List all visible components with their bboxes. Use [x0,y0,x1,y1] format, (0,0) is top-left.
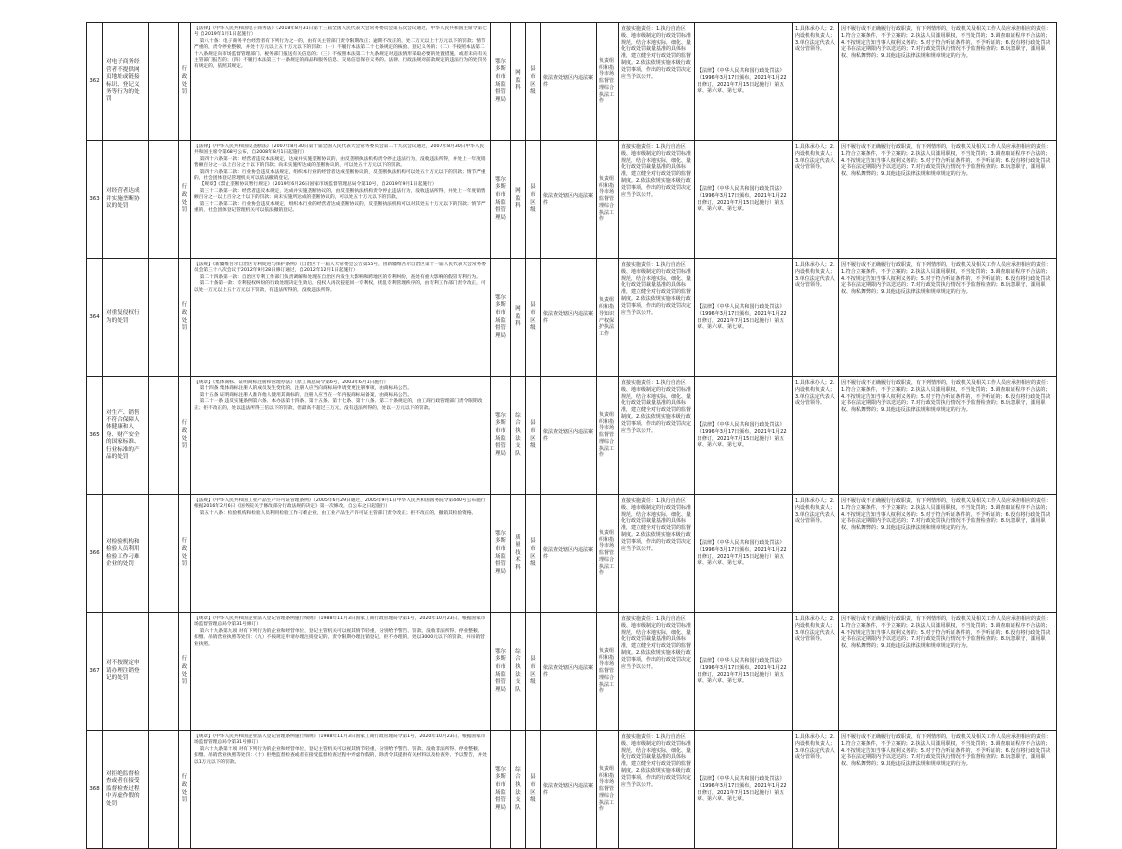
item-accountability: 因不履行或不正确履行行政职责，有下列情形的，行政机关及相关工作人员应承担相应的责任：1.符合立案条件，不予立案的；2.执法人员滥用职权，不当处罚的；3.调查取证程序不合法的；4.不按规定告知当事人权利义务的；5.对于符合听证条件的，不予听证的；6.没有将行政处罚决定书在法定期限内予以送达的；7.对行政处罚执行情况不予监督检查的；8.玩忽职守，滥用职权、徇私舞弊的；9.其他违反法律法规和规章规定的行为。 [839,377,1057,495]
item-scope: 依法查处辖区内违法案件 [541,23,597,141]
item-scope: 依法查处辖区内违法案件 [541,377,597,495]
legal-basis-paragraph: 【规章】《中华人民共和国企业法人登记管理条例施行细则》（1988年11月3日国家工商行政管理局令第1号，2020年10月23日，根据国家市场监督管理总局令第31号修订） [194,734,486,746]
legal-basis-paragraph: 【规章】《集体商标、证明商标注册和管理办法》（原工商总局令第6号，2003年6月1日施行） [194,380,389,385]
legal-basis-paragraph: 第四十六条第二款：行业协会违反本法规定，组织本行业的经营者达成垄断协议的，反垄断执法机构可以处五十万元以下的罚款；情节严重的，社会团体登记管理机关可以依法撤销登记。 [194,169,486,182]
legal-basis-paragraph: 【规章】《中华人民共和国企业法人登记管理条例施行细则》（1988年11月3日国家工商行政管理局令第1号，2020年10月23日，根据国家市场监督管理总局令第31号修订） [194,616,486,628]
item-office: 网监科 [511,23,526,141]
item-accountability: 因不履行或不正确履行行政职责，有下列情形的，行政机关及相关工作人员应承担相应的责任：1.符合立案条件，不予立案的；2.执法人员滥用职权，不当处罚的；3.调查取证程序不合法的；4.不按规定告知当事人权利义务的；5.对于符合听证条件的，不予听证的；6.没有将行政处罚决定书在法定期限内予以送达的；7.对行政处罚执行情况不予监督检查的；8.玩忽职守，滥用职权、徇私舞弊的；9.其他违反法律法规和规章规定的行为。 [839,141,1057,259]
item-responsibility: 直接实施责任：1.执行自治区级、地市级制定的行政处罚标准规范，结合本地实际，细化、量化行政处罚裁量基准的具体标准，建立健全对行政处罚的监督制度。2.依法依规实施本级行政处罚事项，作出的行政处罚决定应当予以公开。 [619,23,695,141]
item-legal-basis [191,495,491,613]
item-type: 行政处罚 [179,377,191,495]
item-level: 县市区级 [526,141,541,259]
table-row [87,377,1057,495]
item-number: 367 [87,613,103,731]
legal-basis-paragraph: 第二十一条 违反实施条例第六条、本办法第十四条、第十五条、第十七条、第十八条、第二十条规定的，由工商行政管理部门责令限期改正；拒不改正的，处以违法所得三倍以下的罚款，但最高不超过三万元，没有违法所得的，处以一万元以下的罚款。 [194,399,483,411]
legal-basis-paragraph: 【规章】《禁止垄断协议暂行规定》（2019年6月26日国家市场监督管理总局令第10号，自2019年9月1日起施行） [199,182,437,188]
item-number: 366 [87,495,103,613]
item-responsible-subject: 1.具体承办人；2.内设机构负责人；3.单位法定代表人或分管领导。 [793,377,839,495]
item-name: 对经营者达成并实施垄断协议的处罚 [103,141,149,259]
item-number: 365 [87,377,103,495]
item-blank [149,731,179,849]
item-number: 362 [87,23,103,141]
item-department: 鄂尔多斯市市场监督管理局 [491,495,511,613]
item-legal-basis [191,613,491,731]
item-responsible-subject: 1.具体承办人；2.内设机构负责人；3.单位法定代表人或分管领导。 [793,259,839,377]
item-level: 县市区级 [526,731,541,849]
item-responsibility: 直接实施责任：1.执行自治区级、地市级制定的行政处罚标准规范，结合本地实际，细化、量化行政处罚裁量基准的具体标准，建立健全对行政处罚的监督制度。2.依法依规实施本级行政处罚事项，作出的行政处罚决定应当予以公开。 [619,259,695,377]
item-responsible-subject: 1.具体承办人；2.内设机构负责人；3.单位法定代表人或分管领导。 [793,613,839,731]
item-scope: 依法查处辖区内违法案件 [541,495,597,613]
item-law-reference: 【法律】《中华人民共和国行政处罚法》（1996年3月17日颁布，2021年1月22日修订，2021年7月15日起施行）第五章、第六章、第七章。 [695,495,793,613]
item-blank [149,23,179,141]
legal-basis-paragraph: 第四十六条第一款：经营者违反本法规定，达成并实施垄断协议的，由反垄断执法机构责令停止违法行为，没收违法所得，并处上一年度销售额百分之一以上百分之十以下的罚款；尚未实施所达成的垄断协议的，可以处五十万元以下的罚款。 [194,156,486,169]
item-responsible-subject: 1.具体承办人；2.内设机构负责人；3.单位法定代表人或分管领导。 [793,141,839,259]
item-office: 综合执法支队 [511,731,526,849]
table-row [87,613,1057,731]
legal-basis-paragraph: 第六十九条第十项 对有下列行为的企业和经营单位，登记主管机关可以视其情节轻重，分别给予警告、罚款、没收非法所得、停业整顿、扣缴、吊销营业执照等处罚：（十）拒绝监督检查或者在接受监督检查过程中弄虚作假的，除责令其提供有关材料以及检查外，予以警告，并处以1万元以下的罚款。 [194,746,487,765]
item-level: 县市区级 [526,259,541,377]
table-row [87,141,1057,259]
legal-basis-paragraph: 第三十二条第一款：经营者违反本规定，达成并实施垄断协议的，由反垄断执法机构责令停止违法行为，没收违法所得，并处上一年度销售额百分之一以上百分之十以下的罚款；尚未实施所达成的垄断协议的，可以处五十万元以下的罚款。 [194,188,486,201]
item-department: 鄂尔多斯市市场监督管理局 [491,23,511,141]
legal-basis-paragraph: 第六十九条第九项 对有下列行为的企业和经营单位，登记主管机关可以视其情节轻重，分别给予警告、罚款、没收非法所得、停业整顿、扣缴、吊销营业执照等处罚：（九）不按规定申请办理注销登记的，责令限期办理注销登记，拒不办理的，处以3000元以下的罚款，并吊销营业执照。 [194,628,485,647]
item-law-reference: 【法律】《中华人民共和国行政处罚法》（1996年3月17日颁布，2021年1月22日修订，2021年7月15日起施行）第五章、第六章、第七章。 [695,613,793,731]
item-office: 质量技术科 [511,495,526,613]
item-blank [149,259,179,377]
item-number: 368 [87,731,103,849]
item-accountability: 因不履行或不正确履行行政职责，有下列情形的，行政机关及相关工作人员应承担相应的责任：1.符合立案条件，不予立案的；2.执法人员滥用职权，不当处罚的；3.调查取证程序不合法的；4.不按规定告知当事人权利义务的；5.对于符合听证条件的，不予听证的；6.没有将行政处罚决定书在法定期限内予以送达的；7.对行政处罚执行情况不予监督检查的；8.玩忽职守，滥用职权、徇私舞弊的；9.其他违反法律法规和规章规定的行为。 [839,23,1057,141]
item-scope: 依法查处辖区内违法案件 [541,613,597,731]
power-list-table [86,22,1057,849]
item-type: 行政处罚 [179,259,191,377]
item-name: 对电子商务经营者不提供网页地址或链接标识、登记义务等行为的处罚 [103,23,149,141]
item-responsible-subject: 1.具体承办人；2.内设机构负责人；3.单位法定代表人或分管领导。 [793,23,839,141]
item-accountability: 因不履行或不正确履行行政职责，有下列情形的，行政机关及相关工作人员应承担相应的责任：1.符合立案条件，不予立案的；2.执法人员滥用职权，不当处罚的；3.调查取证程序不合法的；4.不按规定告知当事人权利义务的；5.对于符合听证条件的，不予听证的；6.没有将行政处罚决定书在法定期限内予以送达的；7.对行政处罚执行情况不予监督检查的；8.玩忽职守，滥用职权、徇私舞弊的；9.其他违反法律法规和规章规定的行为。 [839,495,1057,613]
item-level: 县市区级 [526,23,541,141]
item-blank [149,141,179,259]
item-blank [149,377,179,495]
item-legal-basis [191,731,491,849]
legal-basis-paragraph: 第二十四条第一款：自治区专利工作部门负责调解和处理在自治区内发生大影响和跨地区的专利纠纷，查处有重大影响的假冒专利行为。 [199,274,481,280]
item-name: 对生产、销售不符合保障人体健康和人身、财产安全的国家标准、行业标准的产品的处罚 [103,377,149,495]
item-name: 对检验机构和检验人员利用检验工作刁难企业的处罚 [103,495,149,613]
legal-basis-paragraph: 第三十二条第二款：行业协会违反本规定，组织本行业的经营者达成垄断协议的，反垄断执法机构可以对其处五十万元以下的罚款；情节严重的，社会团体登记管理机关可以依法撤销登记。 [194,201,486,214]
item-level: 县市区级 [526,495,541,613]
item-law-reference: 【法律】《中华人民共和国行政处罚法》（1996年3月17日颁布，2021年1月22日修订，2021年7月15日起施行）第五章、第六章、第七章。 [695,259,793,377]
table-row [87,731,1057,849]
legal-basis-paragraph: 第五十八条：检验机构和检验人员利用检验工作刁难企业，由工业产品生产许可证主管部门责令改正；拒不改正的，撤销其检验资格。 [199,510,477,516]
item-legal-basis [191,377,491,495]
legal-basis-paragraph: 【法律】《中华人民共和国电子商务法》（2018年8月31日第十三届全国人民代表大会常务委员会第五次会议通过，中华人民共和国主席令第七号 自2019年1月1日起施行） [194,26,487,38]
item-law-reference: 【法律】《中华人民共和国行政处罚法》（1996年3月17日颁布，2021年1月22日修订，2021年7月15日起施行）第五章、第六章、第七章。 [695,141,793,259]
item-accountability: 因不履行或不正确履行行政职责，有下列情形的，行政机关及相关工作人员应承担相应的责任：1.符合立案条件，不予立案的；2.执法人员滥用职权，不当处罚的；3.调查取证程序不合法的；4.不按规定告知当事人权利义务的；5.对于符合听证条件的，不予听证的；6.没有将行政处罚决定书在法定期限内予以送达的；7.对行政处罚执行情况不予监督检查的；8.玩忽职守，滥用职权、徇私舞弊的；9.其他违反法律法规和规章规定的行为。 [839,731,1057,849]
item-duty: 负责组织和指导市场监督管理综合执法工作 [597,731,619,849]
item-type: 行政处罚 [179,141,191,259]
item-duty: 负责组织和指导市场监督管理综合执法工作 [597,613,619,731]
item-blank [149,613,179,731]
item-legal-basis [191,259,491,377]
item-level: 县市区级 [526,613,541,731]
item-duty: 负责组织和指导市场监督管理综合执法工作 [597,23,619,141]
item-name: 对拒绝监督检查或者在接受监督检查过程中弄虚作假的处罚 [103,731,149,849]
item-office: 综合执法支队 [511,613,526,731]
item-office: 综合执法支队 [511,377,526,495]
legal-basis-paragraph: 第二十条第一款：专利侵权纠纷的行政处理决定生效后，侵权人再次侵犯同一专利权，扰乱专利管理秩序的，由专利工作部门责令改正，可以处一万元以上五十万元以下罚款，有违法所得的，没收违法所得。 [194,281,486,293]
legal-basis-paragraph: 【法律】《中华人民共和国反垄断法》（2007年8月30日第十届全国人民代表大会常务委员会第二十九次会议通过，2007年8月30日中华人民共和国主席令第68号公布，自2008年8月1日起施行） [194,144,485,156]
table-row [87,259,1057,377]
item-law-reference: 【法律】《中华人民共和国行政处罚法》（1996年3月17日颁布，2021年1月22日修订，2021年7月15日起施行）第五章、第六章、第七章。 [695,23,793,141]
item-name: 对不按规定申请办理注销登记的处罚 [103,613,149,731]
item-department: 鄂尔多斯市市场监督管理局 [491,731,511,849]
item-responsibility: 直接实施责任：1.执行自治区级、地市级制定的行政处罚标准规范，结合本地实际，细化、量化行政处罚裁量基准的具体标准，建立健全对行政处罚的监督制度。2.依法依规实施本级行政处罚事项，作出的行政处罚决定应当予以公开。 [619,731,695,849]
item-department: 鄂尔多斯市市场监督管理局 [491,613,511,731]
item-type: 行政处罚 [179,23,191,141]
item-law-reference: 【法律】《中华人民共和国行政处罚法》（1996年3月17日颁布，2021年1月22日修订，2021年7月15日起施行）第五章、第六章、第七章。 [695,377,793,495]
item-department: 鄂尔多斯市市场监督管理局 [491,141,511,259]
item-number: 363 [87,141,103,259]
table-row [87,23,1057,141]
item-level: 县市区级 [526,377,541,495]
item-type: 行政处罚 [179,731,191,849]
item-duty: 负责组织和指导知识产权保护执法工作 [597,259,619,377]
item-accountability: 因不履行或不正确履行行政职责，有下列情形的，行政机关及相关工作人员应承担相应的责任：1.符合立案条件，不予立案的；2.执法人员滥用职权，不当处罚的；3.调查取证程序不合法的；4.不按规定告知当事人权利义务的；5.对于符合听证条件的，不予听证的；6.没有将行政处罚决定书在法定期限内予以送达的；7.对行政处罚执行情况不予监督检查的；8.玩忽职守，滥用职权、徇私舞弊的；9.其他违反法律法规和规章规定的行为。 [839,259,1057,377]
power-list-sheet [86,22,1056,813]
item-scope: 依法查处辖区内违法案件 [541,259,597,377]
item-department: 鄂尔多斯市市场监督管理局 [491,377,511,495]
item-responsible-subject: 1.具体承办人；2.内设机构负责人；3.单位法定代表人或分管领导。 [793,731,839,849]
item-responsibility: 直接实施责任：1.执行自治区级、地市级制定的行政处罚标准规范，结合本地实际，细化、量化行政处罚裁量基准的具体标准，建立健全对行政处罚的监督制度。2.依法依规实施本级行政处罚事项，作出的行政处罚决定应当予以公开。 [619,495,695,613]
item-duty: 负责组织和指导市场监督管理综合执法工作 [597,495,619,613]
item-department: 鄂尔多斯市市场监督管理局 [491,259,511,377]
item-responsibility: 直接实施责任：1.执行自治区级、地市级制定的行政处罚标准规范，结合本地实际，细化、量化行政处罚裁量基准的具体标准，建立健全对行政处罚的监督制度。2.依法依规实施本级行政处罚事项，作出的行政处罚决定应当予以公开。 [619,377,695,495]
table-row [87,495,1057,613]
item-legal-basis [191,23,491,141]
item-type: 行政处罚 [179,495,191,613]
legal-basis-paragraph: 第八十条：电子商务平台经营者有下列行为之一的，由有关主管部门责令限期改正；逾期不改正的，处二万元以上十万元以下的罚款；情节严重的，责令停业整顿，并处十万元以上五十万元以下的罚款：（一）不履行本法第二十七条规定的核验、登记义务的；（二）不按照本法第二十八条规定向市场监督管理部门、税务部门报送有关信息的；（三）不按照本法第二十九条规定对违法情形采取必要的处置措施，或者未向有关主管部门报告的；（四）不履行本法第三十一条规定的商品和服务信息、交易信息保存义务的。法律、行政法规对前款规定的违法行为的处罚另有规定的，依照其规定。 [194,38,487,70]
table-body [87,23,1057,849]
legal-basis-paragraph: 第十四条 集体商标注册人的成员发生变化的，注册人应当向商标局申请变更注册事项，由商标局公告。 [199,386,413,392]
item-responsible-subject: 1.具体承办人；2.内设机构负责人；3.单位法定代表人或分管领导。 [793,495,839,613]
item-responsibility: 直接实施责任：1.执行自治区级、地市级制定的行政处罚标准规范，结合本地实际，细化、量化行政处罚裁量基准的具体标准，建立健全对行政处罚的监督制度。2.依法依规实施本级行政处罚事项，作出的行政处罚决定应当予以公开。 [619,613,695,731]
item-law-reference: 【法律】《中华人民共和国行政处罚法》（1996年3月17日颁布，2021年1月22日修订，2021年7月15日起施行）第五章、第六章、第七章。 [695,731,793,849]
item-name: 对重复侵权行为的处罚 [103,259,149,377]
item-accountability: 因不履行或不正确履行行政职责，有下列情形的，行政机关及相关工作人员应承担相应的责任：1.符合立案条件，不予立案的；2.执法人员滥用职权，不当处罚的；3.调查取证程序不合法的；4.不按规定告知当事人权利义务的；5.对于符合听证条件的，不予听证的；6.没有将行政处罚决定书在法定期限内予以送达的；7.对行政处罚执行情况不予监督检查的；8.玩忽职守，滥用职权、徇私舞弊的；9.其他违反法律法规和规章规定的行为。 [839,613,1057,731]
item-type: 行政处罚 [179,613,191,731]
item-office: 网监科 [511,141,526,259]
item-number: 364 [87,259,103,377]
item-legal-basis [191,141,491,259]
item-scope: 依法查处辖区内违法案件 [541,141,597,259]
item-office: 网监科 [511,259,526,377]
legal-basis-paragraph: 【法规】《中华人民共和国工业产品生产许可证管理条例》（2005年6月29日通过，2005年9月1日中华人民共和国国务院令第440号公布施行 根据2016年2月6日《国务院关于修改部分行政法规的决定》第一次修改，自公布之日起施行） [194,498,486,510]
legal-basis-paragraph: 第十五条 证明商标注册人准许他人使用其商标的，注册人应当在一年内报商标局备案，由商标局公告。 [199,392,413,398]
item-blank [149,495,179,613]
item-scope: 依法查处辖区内违法案件 [541,731,597,849]
item-responsibility: 直接实施责任：1.执行自治区级、地市级制定的行政处罚标准规范，结合本地实际，细化、量化行政处罚裁量基准的具体标准，建立健全对行政处罚的监督制度。2.依法依规实施本级行政处罚事项，作出的行政处罚决定应当予以公开。 [619,141,695,259]
item-duty: 负责组织和指导市场监督管理综合执法工作 [597,377,619,495]
item-duty: 负责组织和指导市场监督管理综合执法工作 [597,141,619,259]
legal-basis-paragraph: 【法规】《新疆维吾尔自治区专利促进与保护条例》（自治区十一届人大常委会公告第55号，由新疆维吾尔自治区第十一届人民代表大会常务委员会第三十八次会议于2012年9月28日修订通过，自2012年12月1日起施行） [194,262,486,274]
